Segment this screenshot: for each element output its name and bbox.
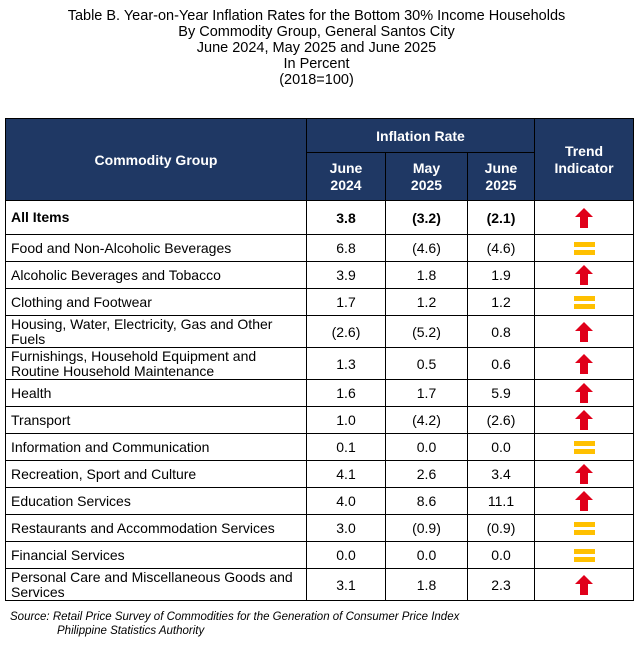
- table-row: [6, 515, 634, 542]
- value-june-2025: 2.3: [468, 569, 535, 601]
- header-col1-year: 2024: [330, 176, 362, 193]
- source-note: [10, 610, 459, 638]
- up-arrow-icon: [575, 208, 593, 228]
- value-may-2025: (3.2): [386, 201, 468, 235]
- up-arrow-icon: [575, 410, 593, 430]
- trend-indicator-cell: [535, 235, 634, 262]
- commodity-label: Housing, Water, Electricity, Gas and Other Fuels: [6, 316, 307, 348]
- table-row: [6, 316, 634, 348]
- up-arrow-icon: [575, 322, 593, 342]
- header-june-2024: [307, 153, 386, 201]
- trend-indicator-cell: [535, 515, 634, 542]
- title-line-1: Table B. Year-on-Year Inflation Rates for the Bottom 30% Income Households: [67, 8, 566, 24]
- commodity-label: Recreation, Sport and Culture: [6, 461, 307, 488]
- header-col3-year: 2025: [485, 176, 517, 193]
- header-may-2025: [386, 153, 468, 201]
- header-trend-indicator-text: Trend Indicator: [554, 142, 614, 176]
- up-arrow-icon: [575, 354, 593, 374]
- header-inflation-rate: Inflation Rate: [307, 119, 535, 153]
- up-arrow-icon: [575, 491, 593, 511]
- up-arrow-icon: [575, 464, 593, 484]
- value-may-2025: (0.9): [386, 515, 468, 542]
- table-row: [6, 542, 634, 569]
- table-row: [6, 262, 634, 289]
- value-june-2024: 0.0: [307, 542, 386, 569]
- value-june-2024: 1.6: [307, 380, 386, 407]
- header-trend-indicator: [535, 119, 634, 201]
- title-line-5: (2018=100): [279, 72, 354, 88]
- trend-indicator-cell: [535, 316, 634, 348]
- value-june-2025: 0.8: [468, 316, 535, 348]
- commodity-label: Food and Non-Alcoholic Beverages: [6, 235, 307, 262]
- header-commodity-group: Commodity Group: [6, 119, 307, 201]
- header-col2-month: May: [412, 159, 441, 176]
- equal-icon: [574, 440, 595, 455]
- value-june-2025: (2.6): [468, 407, 535, 434]
- value-june-2024: 3.8: [307, 201, 386, 235]
- equal-icon: [574, 521, 595, 536]
- table-row: [6, 201, 634, 235]
- equal-icon: [574, 295, 595, 310]
- value-june-2024: 0.1: [307, 434, 386, 461]
- commodity-label: All Items: [6, 201, 307, 235]
- value-june-2024: 1.3: [307, 348, 386, 380]
- table-row: [6, 488, 634, 515]
- value-may-2025: 0.0: [386, 434, 468, 461]
- commodity-label: Personal Care and Miscellaneous Goods and Services: [6, 569, 307, 601]
- table-row: [6, 348, 634, 380]
- header-col1-month: June: [329, 159, 363, 176]
- commodity-label: Furnishings, Household Equipment and Routine Household Maintenance: [6, 348, 307, 380]
- inflation-table: [5, 118, 634, 601]
- value-june-2025: 0.0: [468, 542, 535, 569]
- commodity-label: Information and Communication: [6, 434, 307, 461]
- title-line-4: In Percent: [283, 56, 350, 72]
- table-row: [6, 569, 634, 601]
- trend-indicator-cell: [535, 434, 634, 461]
- value-june-2024: 3.1: [307, 569, 386, 601]
- value-june-2025: 1.2: [468, 289, 535, 316]
- value-june-2025: (4.6): [468, 235, 535, 262]
- value-june-2025: 0.0: [468, 434, 535, 461]
- value-june-2024: 3.0: [307, 515, 386, 542]
- source-line-2: Philippine Statistics Authority: [57, 625, 205, 637]
- value-may-2025: 8.6: [386, 488, 468, 515]
- table-row: [6, 380, 634, 407]
- value-june-2024: 4.1: [307, 461, 386, 488]
- source-line-1: Source: Retail Price Survey of Commodities for the Generation of Consumer Price Index: [10, 611, 460, 623]
- commodity-label: Financial Services: [6, 542, 307, 569]
- header-june-2025: [468, 153, 535, 201]
- commodity-label: Transport: [6, 407, 307, 434]
- value-may-2025: (4.2): [386, 407, 468, 434]
- value-june-2025: 11.1: [468, 488, 535, 515]
- up-arrow-icon: [575, 265, 593, 285]
- value-may-2025: 1.8: [386, 569, 468, 601]
- value-may-2025: 1.8: [386, 262, 468, 289]
- value-may-2025: 0.5: [386, 348, 468, 380]
- value-may-2025: 2.6: [386, 461, 468, 488]
- value-june-2024: 6.8: [307, 235, 386, 262]
- commodity-label: Health: [6, 380, 307, 407]
- trend-indicator-cell: [535, 348, 634, 380]
- equal-icon: [574, 241, 595, 256]
- trend-indicator-cell: [535, 201, 634, 235]
- value-may-2025: (5.2): [386, 316, 468, 348]
- title-line-2: By Commodity Group, General Santos City: [178, 24, 455, 40]
- table-row: [6, 461, 634, 488]
- value-june-2025: 0.6: [468, 348, 535, 380]
- commodity-label: Alcoholic Beverages and Tobacco: [6, 262, 307, 289]
- commodity-label: Clothing and Footwear: [6, 289, 307, 316]
- value-june-2024: 1.0: [307, 407, 386, 434]
- table-row: [6, 434, 634, 461]
- up-arrow-icon: [575, 575, 593, 595]
- table-title: [0, 8, 633, 88]
- trend-indicator-cell: [535, 488, 634, 515]
- value-june-2024: 4.0: [307, 488, 386, 515]
- value-may-2025: 0.0: [386, 542, 468, 569]
- value-may-2025: 1.2: [386, 289, 468, 316]
- trend-indicator-cell: [535, 407, 634, 434]
- trend-indicator-cell: [535, 262, 634, 289]
- value-june-2024: (2.6): [307, 316, 386, 348]
- trend-indicator-cell: [535, 461, 634, 488]
- value-june-2024: 1.7: [307, 289, 386, 316]
- header-col2-year: 2025: [410, 176, 443, 193]
- table-row: [6, 235, 634, 262]
- value-june-2025: (2.1): [468, 201, 535, 235]
- value-may-2025: (4.6): [386, 235, 468, 262]
- commodity-label: Education Services: [6, 488, 307, 515]
- title-line-3: June 2024, May 2025 and June 2025: [196, 40, 437, 56]
- value-june-2024: 3.9: [307, 262, 386, 289]
- table-row: [6, 289, 634, 316]
- value-june-2025: (0.9): [468, 515, 535, 542]
- value-june-2025: 1.9: [468, 262, 535, 289]
- value-june-2025: 3.4: [468, 461, 535, 488]
- commodity-label: Restaurants and Accommodation Services: [6, 515, 307, 542]
- trend-indicator-cell: [535, 569, 634, 601]
- value-may-2025: 1.7: [386, 380, 468, 407]
- trend-indicator-cell: [535, 380, 634, 407]
- value-june-2025: 5.9: [468, 380, 535, 407]
- table-row: [6, 407, 634, 434]
- header-col3-month: June: [484, 159, 518, 176]
- up-arrow-icon: [575, 383, 593, 403]
- trend-indicator-cell: [535, 542, 634, 569]
- equal-icon: [574, 548, 595, 563]
- trend-indicator-cell: [535, 289, 634, 316]
